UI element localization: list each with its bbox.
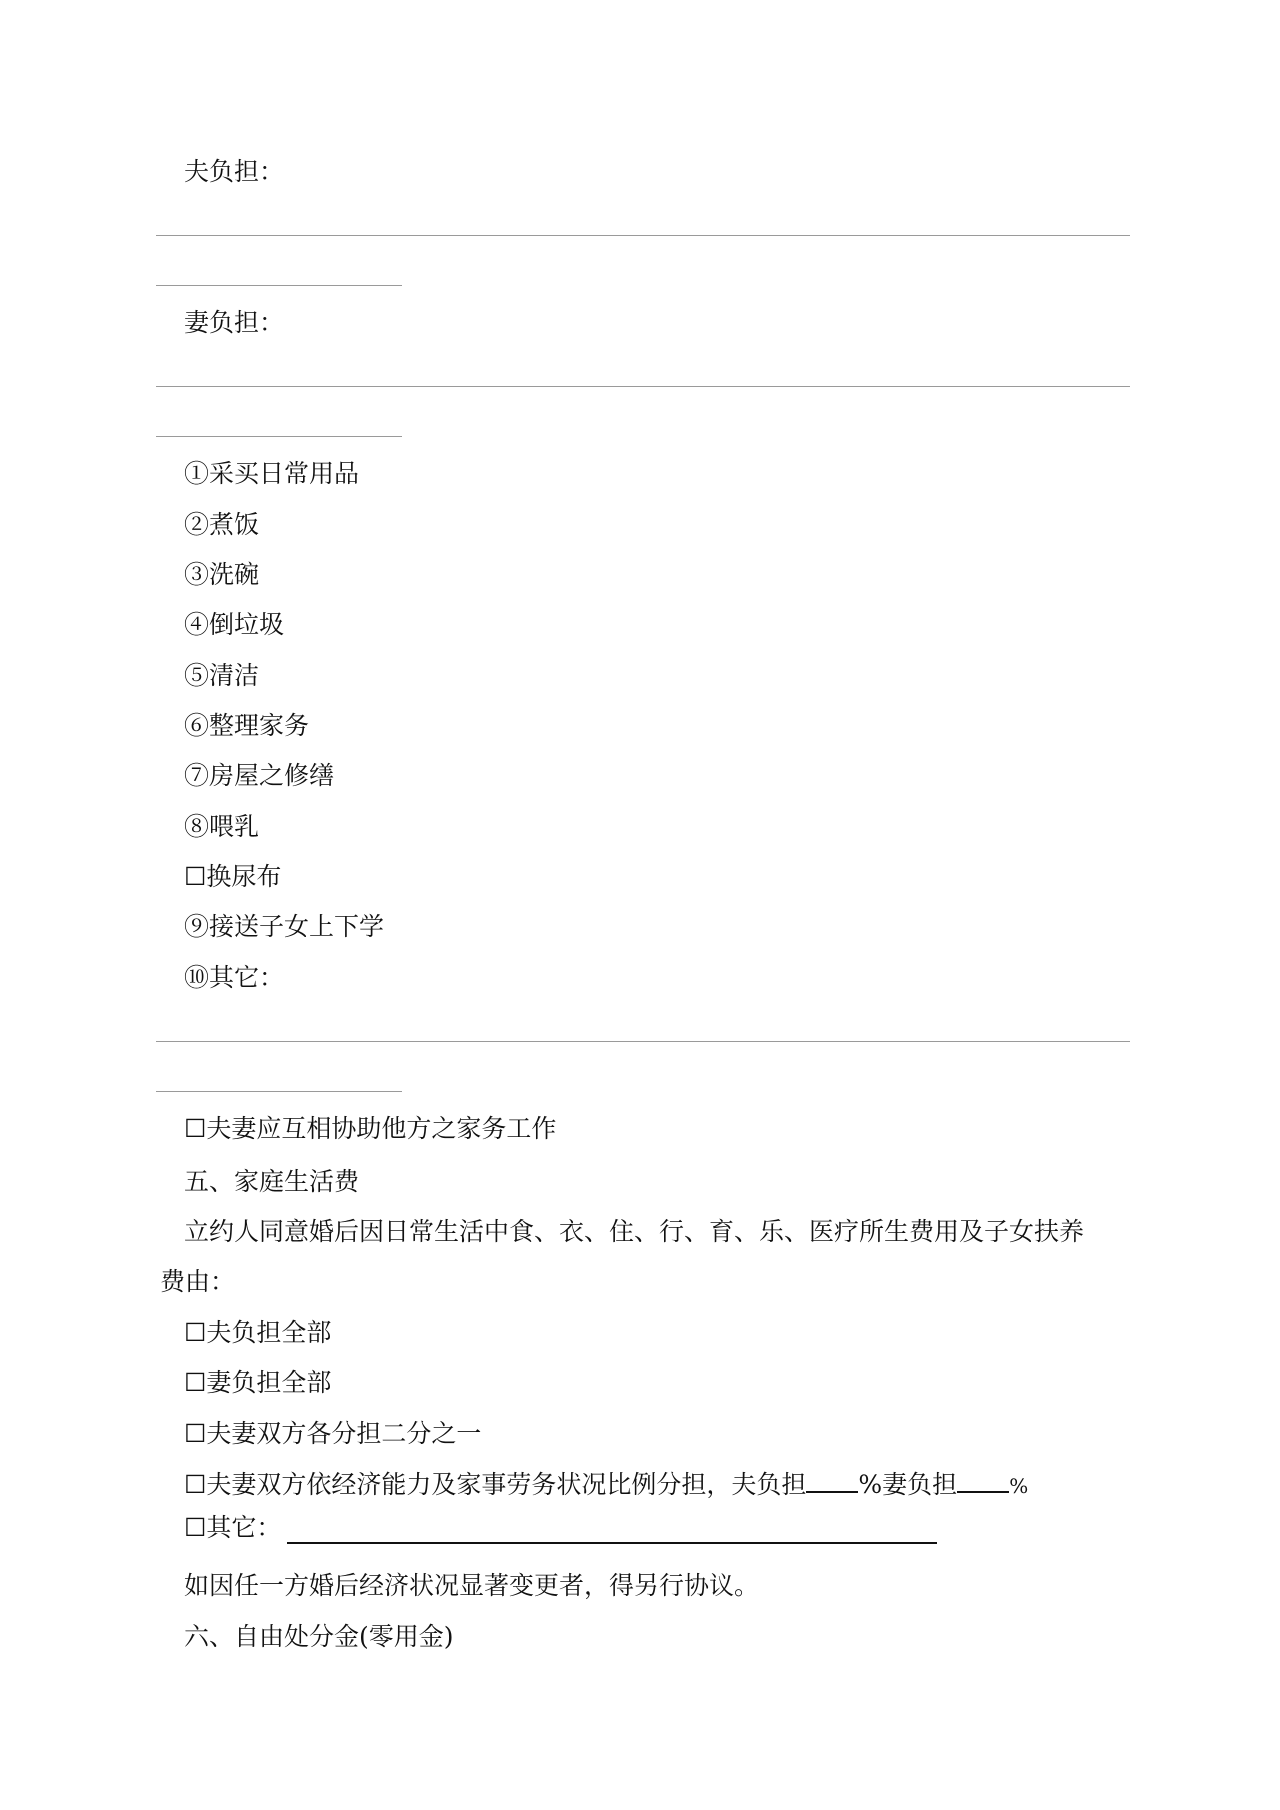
- fill-line: [156, 386, 1130, 387]
- wife-percent-blank: [957, 1469, 1009, 1493]
- option-half-each: ☐夫妻双方各分担二分之一: [184, 1419, 482, 1448]
- chore-item: ⑦房屋之修缮: [184, 761, 335, 790]
- chore-item: ④倒垃圾: [184, 610, 285, 639]
- section6-title: 六、自由处分金(零用金): [184, 1622, 454, 1651]
- husband-burden-label: 夫负担：: [184, 157, 285, 186]
- chore-item: ⑧喂乳: [184, 812, 260, 841]
- chore-item: ③洗碗: [184, 560, 260, 589]
- chore-item: ⑨接送子女上下学: [184, 912, 385, 941]
- fill-line: [156, 1041, 1130, 1042]
- chore-item: ②煮饭: [184, 510, 260, 539]
- option-other: ☐其它：: [184, 1513, 282, 1542]
- fill-line-short: [156, 436, 402, 437]
- section5-paragraph: 立约人同意婚后因日常生活中食、衣、住、行、育、乐、医疗所生费用及子女扶养: [184, 1217, 1085, 1246]
- other-fill-line: [287, 1542, 937, 1544]
- option-ratio-suffix: %: [1009, 1474, 1029, 1498]
- chore-item: ①采买日常用品: [184, 459, 360, 488]
- change-note: 如因任一方婚后经济状况显著变更者，得另行协议。: [184, 1571, 760, 1600]
- husband-percent-blank: [806, 1469, 858, 1493]
- option-ratio-mid: %妻负担: [858, 1470, 958, 1499]
- fill-line-short: [156, 285, 402, 286]
- chore-item: ⑩其它：: [184, 963, 285, 992]
- chore-item: ⑤清洁: [184, 661, 260, 690]
- section5-title: 五、家庭生活费: [184, 1167, 360, 1196]
- chore-item: ☐换尿布: [184, 862, 282, 891]
- option-husband-all: ☐夫负担全部: [184, 1318, 332, 1347]
- chore-item: ⑥整理家务: [184, 711, 310, 740]
- option-ratio: [184, 1469, 1028, 1501]
- option-wife-all: ☐妻负担全部: [184, 1368, 332, 1397]
- option-ratio-prefix: ☐夫妻双方依经济能力及家事劳务状况比例分担，夫负担: [184, 1470, 807, 1499]
- fill-line: [156, 235, 1130, 236]
- section5-paragraph-cont: 费由：: [160, 1267, 236, 1296]
- fill-line-short: [156, 1091, 402, 1092]
- mutual-help-item: ☐夫妻应互相协助他方之家务工作: [184, 1114, 557, 1143]
- wife-burden-label: 妻负担：: [184, 308, 285, 337]
